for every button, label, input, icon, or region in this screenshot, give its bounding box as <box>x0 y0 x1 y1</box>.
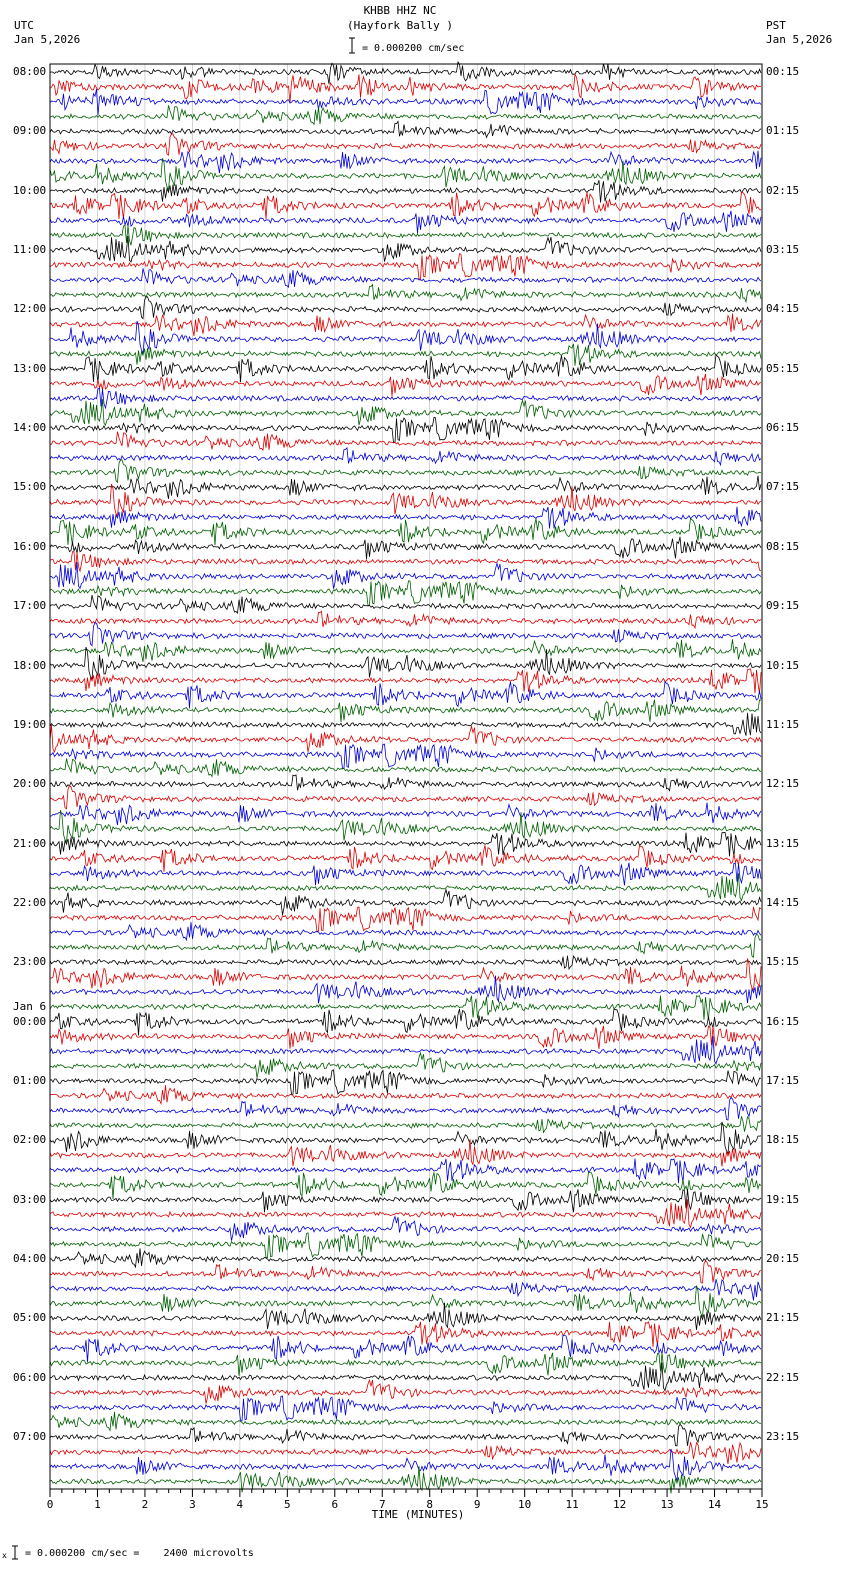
trace-line <box>50 552 761 572</box>
trace-line <box>50 996 761 1020</box>
utc-date: Jan 5,2026 <box>14 33 81 46</box>
trace-line <box>50 863 761 886</box>
footer-scale-note: = 0.000200 cm/sec = 2400 microvolts <box>25 1548 254 1559</box>
trace-line <box>50 725 761 752</box>
trace-line <box>50 297 761 319</box>
utc-hour-label: 20:00 <box>13 777 47 791</box>
trace-line <box>50 639 761 662</box>
trace-line <box>50 285 761 302</box>
trace-line <box>50 1442 761 1464</box>
pst-hour-label: 15:15 <box>766 955 800 969</box>
pst-hour-label: 09:15 <box>766 599 800 613</box>
trace-line <box>50 180 761 202</box>
utc-hour-label: 13:00 <box>13 361 47 375</box>
utc-hour-label: 22:00 <box>13 895 47 909</box>
pst-hour-label: 08:15 <box>766 539 800 553</box>
pst-hour-label: 04:15 <box>766 302 800 316</box>
pst-hour-label: 12:15 <box>766 777 800 791</box>
trace-line <box>50 192 761 219</box>
pst-date: Jan 5,2026 <box>766 33 833 46</box>
pst-hour-label: 06:15 <box>766 421 800 435</box>
utc-hour-label: 23:00 <box>13 955 47 969</box>
trace-line <box>50 1172 761 1199</box>
utc-label: UTC <box>14 19 34 32</box>
trace-line <box>50 682 761 709</box>
pst-hour-label: 05:15 <box>766 361 800 375</box>
trace-line <box>50 1009 761 1036</box>
pst-hour-label: 00:15 <box>766 65 800 78</box>
trace-line <box>50 417 761 442</box>
trace-line <box>50 595 761 613</box>
trace-line <box>50 225 761 245</box>
x-tick-label: 2 <box>141 1498 149 1511</box>
trace-line <box>50 105 761 124</box>
trace-line <box>50 236 761 262</box>
trace-line <box>50 134 761 155</box>
x-tick-label: 15 <box>755 1498 769 1511</box>
day-change-label: Jan 6 <box>13 999 47 1013</box>
trace-line <box>50 89 761 115</box>
trace-line <box>50 669 761 694</box>
trace-line <box>50 1286 761 1317</box>
trace-line <box>50 845 761 872</box>
trace-line <box>50 1139 761 1166</box>
x-tick-label: 12 <box>612 1498 627 1511</box>
trace-line <box>50 1412 761 1431</box>
utc-hour-label: 17:00 <box>13 599 47 613</box>
trace-line <box>50 1233 761 1258</box>
trace-line <box>50 1189 761 1212</box>
utc-hour-label: 01:00 <box>13 1073 47 1087</box>
plot-frame <box>50 64 762 1489</box>
trace-line <box>50 786 761 809</box>
trace-line <box>50 460 761 483</box>
trace-line <box>50 623 761 646</box>
utc-hour-label: 03:00 <box>13 1192 47 1206</box>
x-tick-label: 6 <box>331 1498 339 1511</box>
trace-line <box>50 1036 761 1064</box>
pst-hour-label: 07:15 <box>766 480 800 494</box>
utc-hour-label: 11:00 <box>13 243 47 257</box>
pst-hour-label: 20:15 <box>766 1252 800 1265</box>
pst-label: PST <box>766 19 786 32</box>
pst-hour-label: 13:15 <box>766 836 800 850</box>
pst-hour-label: 14:15 <box>766 895 800 909</box>
pst-hour-label: 21:15 <box>766 1311 800 1325</box>
trace-line <box>50 321 761 353</box>
x-tick-label: 1 <box>94 1498 101 1511</box>
pst-hour-label: 10:15 <box>766 658 800 672</box>
plot-grid <box>50 64 762 1489</box>
x-tick-label: 0 <box>46 1498 54 1511</box>
utc-hour-label: 06:00 <box>13 1370 47 1384</box>
x-tick-label: 11 <box>565 1498 579 1511</box>
trace-line <box>50 1217 761 1241</box>
trace-line <box>50 890 761 915</box>
pst-hour-label: 02:15 <box>766 183 800 197</box>
trace-line <box>50 254 761 280</box>
utc-hour-label: 19:00 <box>13 717 47 731</box>
utc-hour-label: 10:00 <box>13 183 47 197</box>
utc-hour-label: 07:00 <box>13 1430 47 1444</box>
pst-hour-label: 17:15 <box>766 1073 800 1087</box>
trace-line <box>50 355 761 382</box>
x-tick-label: 3 <box>189 1498 196 1511</box>
x-tick-label: 7 <box>378 1498 386 1511</box>
utc-hour-label: 02:00 <box>13 1133 47 1147</box>
pst-hour-label: 22:15 <box>766 1370 800 1384</box>
trace-line <box>50 62 761 84</box>
trace-line <box>50 121 761 137</box>
pst-hour-label: 23:15 <box>766 1430 800 1444</box>
trace-line <box>50 518 761 545</box>
trace-line <box>50 1425 761 1446</box>
trace-line <box>50 476 761 499</box>
trace-line <box>50 1159 761 1184</box>
trace-line <box>50 314 761 337</box>
trace-line <box>50 268 761 287</box>
trace-line <box>50 389 761 409</box>
x-tick-label: 13 <box>660 1498 674 1511</box>
trace-line <box>50 1363 761 1391</box>
x-tick-label: 9 <box>473 1498 481 1511</box>
trace-line <box>50 959 761 991</box>
utc-hour-label: 18:00 <box>13 658 47 672</box>
pst-hour-label: 16:15 <box>766 1014 800 1028</box>
utc-hour-label: 04:00 <box>13 1252 47 1265</box>
utc-hour-label: 09:00 <box>13 124 47 138</box>
utc-hour-label: 00:00 <box>13 1014 47 1028</box>
trace-line <box>50 713 761 736</box>
x-axis-label: TIME (MINUTES) <box>371 1508 465 1521</box>
trace-line <box>50 1335 761 1362</box>
x-tick-label: 4 <box>236 1498 244 1511</box>
trace-line <box>50 537 761 559</box>
trace-line <box>50 700 761 722</box>
trace-line <box>50 832 761 856</box>
utc-hour-label: 16:00 <box>13 539 47 553</box>
utc-hour-label: 21:00 <box>13 836 47 850</box>
station-location: (Hayfork Bally ) <box>347 19 453 32</box>
trace-line <box>50 432 761 451</box>
pst-hour-label: 03:15 <box>766 243 800 257</box>
x-tick-label: 10 <box>518 1498 532 1511</box>
x-tick-label: 8 <box>426 1498 434 1511</box>
trace-line <box>50 562 761 589</box>
trace-line <box>50 775 761 791</box>
scale-label: = 0.000200 cm/sec <box>362 43 465 54</box>
seismic-traces <box>50 62 761 1493</box>
utc-hour-label: 08:00 <box>13 65 47 78</box>
pst-hour-label: 18:15 <box>766 1133 800 1147</box>
trace-line <box>50 1116 761 1132</box>
trace-line <box>50 211 761 234</box>
trace-line <box>50 374 761 396</box>
trace-line <box>50 1070 761 1095</box>
trace-line <box>50 1279 761 1300</box>
trace-line <box>50 448 761 465</box>
trace-line <box>50 976 761 1004</box>
trace-line <box>50 922 761 940</box>
pst-hour-label: 19:15 <box>766 1192 800 1206</box>
pst-hour-label: 11:15 <box>766 717 800 731</box>
trace-line <box>50 1098 761 1121</box>
trace-line <box>50 803 761 825</box>
trace-line <box>50 934 761 957</box>
trace-line <box>50 151 761 174</box>
pst-hour-label: 01:15 <box>766 124 800 138</box>
trace-line <box>50 611 761 628</box>
trace-line <box>50 1352 761 1376</box>
footer-scale-marker: x <box>2 1551 7 1560</box>
trace-line <box>50 956 761 969</box>
utc-hour-label: 15:00 <box>13 480 47 494</box>
trace-line <box>50 74 761 102</box>
x-tick-label: 14 <box>707 1498 722 1511</box>
station-title: KHBB HHZ NC <box>363 4 437 17</box>
utc-hour-label: 14:00 <box>13 421 47 435</box>
trace-line <box>50 1085 761 1103</box>
utc-hour-label: 12:00 <box>13 302 47 316</box>
trace-line <box>50 581 761 606</box>
trace-line <box>50 1053 761 1078</box>
x-tick-label: 5 <box>284 1498 291 1511</box>
trace-line <box>50 1449 761 1480</box>
utc-hour-label: 05:00 <box>13 1311 47 1325</box>
trace-line <box>50 759 761 777</box>
trace-line <box>50 1396 761 1421</box>
trace-line <box>50 1248 761 1267</box>
trace-line <box>50 1322 761 1347</box>
